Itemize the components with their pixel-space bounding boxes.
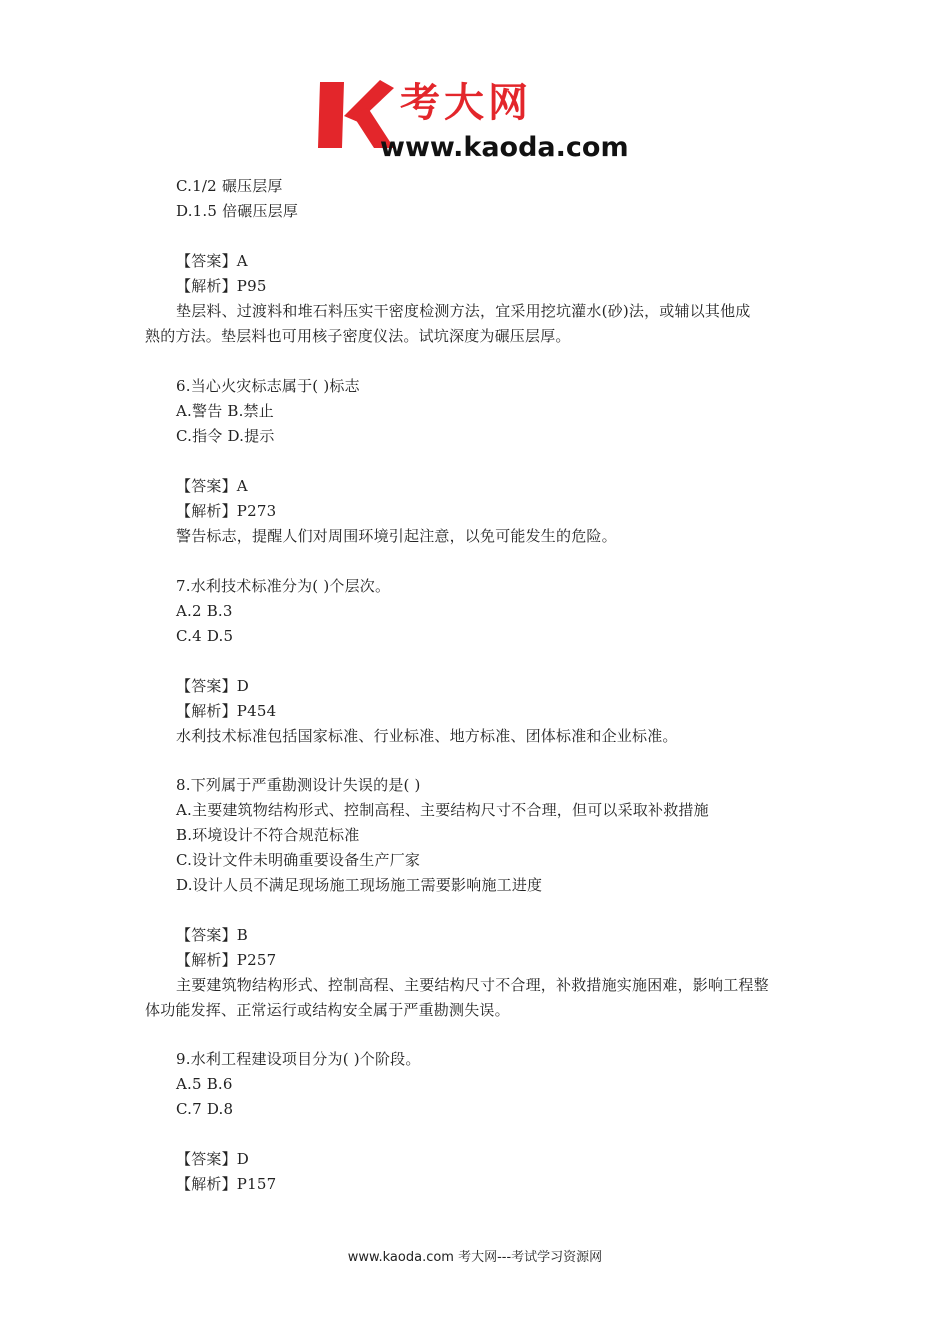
analysis-ref-line: 【解析】P273 [176,502,277,520]
analysis-text: 警告标志，提醒人们对周围环境引起注意，以免可能发生的危险。 [176,527,617,545]
option-line: C.4 D.5 [176,627,234,645]
option-line: C.指令 D.提示 [176,427,275,445]
analysis-text: 水利技术标准包括国家标准、行业标准、地方标准、团体标准和企业标准。 [176,727,678,745]
option-line: A.警告 B.禁止 [176,402,274,420]
analysis-text: 体功能发挥、正常运行或结构安全属于严重勘测失误。 [145,1001,510,1019]
analysis-text: 熟的方法。垫层料也可用核子密度仪法。试坑深度为碾压层厚。 [145,327,571,345]
logo-title: 考大网 [400,80,532,126]
analysis-text: 主要建筑物结构形式、控制高程、主要结构尺寸不合理，补救措施实施困难，影响工程整 [176,976,769,994]
option-line: A.主要建筑物结构形式、控制高程、主要结构尺寸不合理，但可以采取补救措施 [176,801,709,819]
analysis-text: 垫层料、过渡料和堆石料压实干密度检测方法，宜采用挖坑灌水(砂)法，或辅以其他成 [176,302,751,320]
answer-line: 【答案】B [176,926,249,944]
question-line: 7.水利技术标准分为( )个层次。 [176,577,391,595]
analysis-ref-line: 【解析】P157 [176,1175,277,1193]
option-line: C.设计文件未明确重要设备生产厂家 [176,851,421,869]
logo-url: www.kaoda.com [380,132,629,160]
option-line: D.设计人员不满足现场施工现场施工需要影响施工进度 [176,876,543,894]
option-line: D.1.5 倍碾压层厚 [176,202,299,220]
analysis-ref-line: 【解析】P95 [176,277,267,295]
question-line: 8.下列属于严重勘测设计失误的是( ) [176,776,421,794]
answer-line: 【答案】D [176,1150,250,1168]
option-line: B.环境设计不符合规范标准 [176,826,360,844]
answer-line: 【答案】D [176,677,250,695]
answer-line: 【答案】A [176,477,248,495]
option-line: C.7 D.8 [176,1100,234,1118]
option-line: C.1/2 碾压层厚 [176,177,283,195]
option-line: A.5 B.6 [176,1075,233,1093]
question-line: 6.当心火灾标志属于( )标志 [176,377,360,395]
analysis-ref-line: 【解析】P454 [176,702,277,720]
page-footer: www.kaoda.com 考大网---考试学习资源网 [347,1250,603,1265]
analysis-ref-line: 【解析】P257 [176,951,277,969]
answer-line: 【答案】A [176,252,248,270]
question-line: 9.水利工程建设项目分为( )个阶段。 [176,1050,421,1068]
kaoda-logo [318,78,640,160]
option-line: A.2 B.3 [176,602,233,620]
